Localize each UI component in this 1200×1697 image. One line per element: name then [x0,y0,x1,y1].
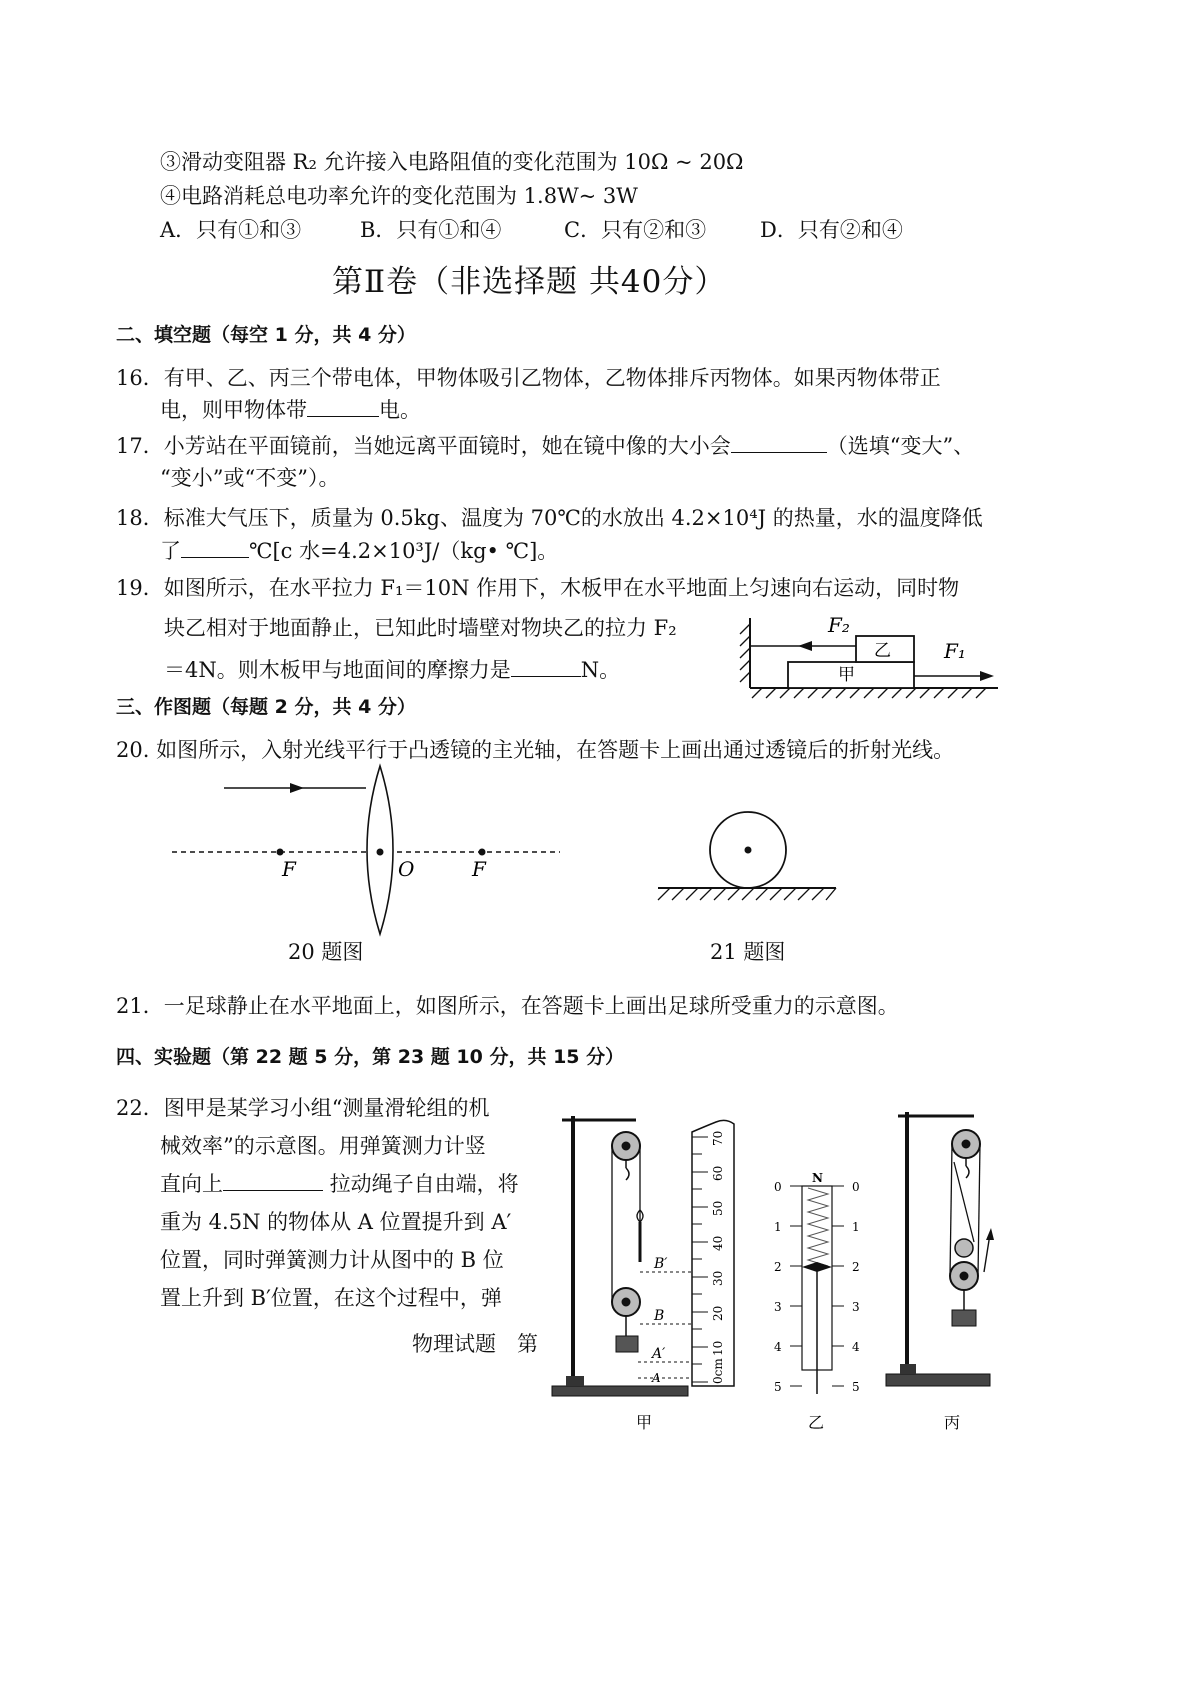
fig22-gauge-right-3: 3 [852,1300,860,1314]
q18-line1: 18．标准大气压下，质量为 0.5kg、温度为 70℃的水放出 4.2×10⁴J 的热量，水的温度降低 [116,506,983,530]
part2-title: 第Ⅱ卷（非选择题 共40分） [332,264,727,300]
fig22-diagram [546,1102,1006,1432]
fig22-gauge-right-1: 1 [852,1220,860,1234]
section4-heading: 四、实验题（第 22 题 5 分，第 23 题 10 分，共 15 分） [116,1046,625,1068]
fig22-gauge-left-4: 4 [774,1340,782,1354]
fig20-center-dot [377,849,384,856]
q18-line2 [160,537,558,565]
q17-line2: “变小”或“不变”）。 [160,466,340,490]
fig22-marker-b: B [654,1308,665,1324]
q16-answer-blank[interactable] [307,396,379,417]
fig19-label-f1: F₁ [944,639,966,663]
fig22-gauge-right-5: 5 [852,1380,860,1394]
fig22-gauge-left-2: 2 [774,1260,782,1274]
fig22-marker-b-prime: B′ [654,1256,668,1272]
fig22-caption-jia: 甲 [636,1413,653,1432]
q15-option-a: A．只有①和③ [160,218,302,242]
fig19-wall-hatch [740,624,750,682]
fig21-caption: 21 题图 [710,940,786,964]
fig22-gauge-right-2: 2 [852,1260,860,1274]
fig19-f1-arrowhead [980,671,994,681]
fig21-ball-center [745,847,752,854]
fig22-ruler-tick-20: 20 [711,1305,725,1321]
fig20-ray-arrowhead [290,783,304,793]
fig22-caption-yi: 乙 [808,1413,825,1432]
fig22-jia-pulley-system [612,1132,643,1336]
q19-line2: 块乙相对于地面静止，已知此时墙壁对物块乙的拉力 F₂ [164,616,677,640]
fig22-bing-pulley-system [950,1130,980,1310]
fig22-gauge-left-3: 3 [774,1300,782,1314]
fig22-ruler-tick-0: 0cm [711,1358,725,1384]
q19-line3 [164,656,620,684]
fig22-bing-weight [952,1310,976,1326]
fig22-ruler-tick-50: 50 [711,1200,725,1216]
fig22-yi-spring-gauge [790,1186,844,1394]
fig20-caption: 20 题图 [288,940,364,964]
q22-text-b: 拉动绳子自由端，将 [323,1172,519,1196]
fig22-caption-bing: 丙 [944,1413,961,1432]
q16-line2 [160,396,421,424]
fig22-jia-reference-lines [638,1272,692,1378]
fig20-label-f-right: F [472,857,486,881]
section2-heading: 二、填空题（每空 1 分，共 4 分） [116,324,416,346]
q22-line6: 置上升到 B′位置，在这个过程中，弹 [160,1286,502,1310]
q18-text-a: 了 [160,539,181,563]
q17-text-b: （选填“变大”、 [826,434,975,458]
fig22-gauge-left-0: 0 [774,1180,782,1194]
page-footer: 物理试题 第 [412,1332,538,1356]
q17-line1 [116,432,974,460]
fig22-ruler-tick-70: 70 [711,1130,725,1146]
q18-text-b: ℃[c 水=4.2×10³J/（kg• ℃]。 [249,539,559,563]
fig22-gauge-left-1: 1 [774,1220,782,1234]
fig19-f2-arrowhead [798,641,812,651]
q15-option-c: C．只有②和③ [564,218,707,242]
q16-line1: 16．有甲、乙、丙三个带电体，甲物体吸引乙物体，乙物体排斥丙物体。如果丙物体带正 [116,366,941,390]
q19-text-a: ＝4N。则木板甲与地面间的摩擦力是 [164,658,511,682]
q22-line4: 重为 4.5N 的物体从 A 位置提升到 A′ [160,1210,512,1234]
fig20-label-o: O [398,857,415,881]
q19-text-b: N。 [580,658,621,682]
fig19-label-yi: 乙 [874,641,891,661]
q16-text-a: 电，则甲物体带 [160,398,307,422]
q22-line1: 22．图甲是某学习小组“测量滑轮组的机 [116,1096,490,1120]
fig22-gauge-right-0: 0 [852,1180,860,1194]
fig22-gauge-left-5: 5 [774,1380,782,1394]
q20-text: 20. 如图所示，入射光线平行于凸透镜的主光轴，在答题卡上画出通过透镜后的折射光线。 [116,738,955,762]
fig21-diagram [654,804,844,924]
fig20-diagram [170,764,570,944]
q21-text: 21．一足球静止在水平地面上，如图所示，在答题卡上画出足球所受重力的示意图。 [116,994,899,1018]
q16-text-b: 电。 [379,398,421,422]
q22-line2: 械效率”的示意图。用弹簧测力计竖 [160,1134,486,1158]
section3-heading: 三、作图题（每题 2 分，共 4 分） [116,696,416,718]
fig22-jia-weight [616,1336,638,1352]
fig22-gauge-unit: N [812,1171,823,1185]
fig22-gauge-right-4: 4 [852,1340,860,1354]
q15-option-d: D．只有②和④ [760,218,903,242]
q15-item3: ③滑动变阻器 R₂ 允许接入电路阻值的变化范围为 10Ω ~ 20Ω [160,150,744,174]
fig20-right-focus-dot [479,849,486,856]
q19-answer-blank[interactable] [511,656,581,677]
fig22-marker-a: A [652,1371,661,1385]
q17-text-a: 17．小芳站在平面镜前，当她远离平面镜时，她在镜中像的大小会 [116,434,731,458]
q22-text-a: 直向上 [160,1172,223,1196]
fig22-ruler-tick-10: 10 [711,1340,725,1356]
q22-answer-blank[interactable] [223,1170,323,1191]
q15-item4: ④电路消耗总电功率允许的变化范围为 1.8W~ 3W [160,184,638,208]
q17-answer-blank[interactable] [731,432,827,453]
fig22-ruler-tick-60: 60 [711,1165,725,1181]
q15-option-b: B．只有①和④ [360,218,502,242]
q22-line3 [160,1170,519,1198]
fig21-ground-hatch [658,888,836,900]
fig22-ruler-tick-30: 30 [711,1270,725,1286]
fig22-bing-arrowhead [986,1228,994,1240]
fig22-marker-a-prime: A′ [652,1346,666,1362]
fig20-left-focus-dot [277,849,284,856]
fig19-label-jia: 甲 [838,665,855,685]
fig22-ruler-tick-40: 40 [711,1235,725,1251]
q22-line5: 位置，同时弹簧测力计从图中的 B 位 [160,1248,504,1272]
fig19-label-f2: F₂ [828,613,850,637]
q18-answer-blank[interactable] [181,537,249,558]
fig20-label-f-left: F [282,857,296,881]
q19-line1: 19．如图所示，在水平拉力 F₁＝10N 作用下，木板甲在水平地面上匀速向右运动，同时物 [116,576,960,600]
fig19-diagram [734,600,1004,710]
fig19-ground-hatch [752,688,986,698]
